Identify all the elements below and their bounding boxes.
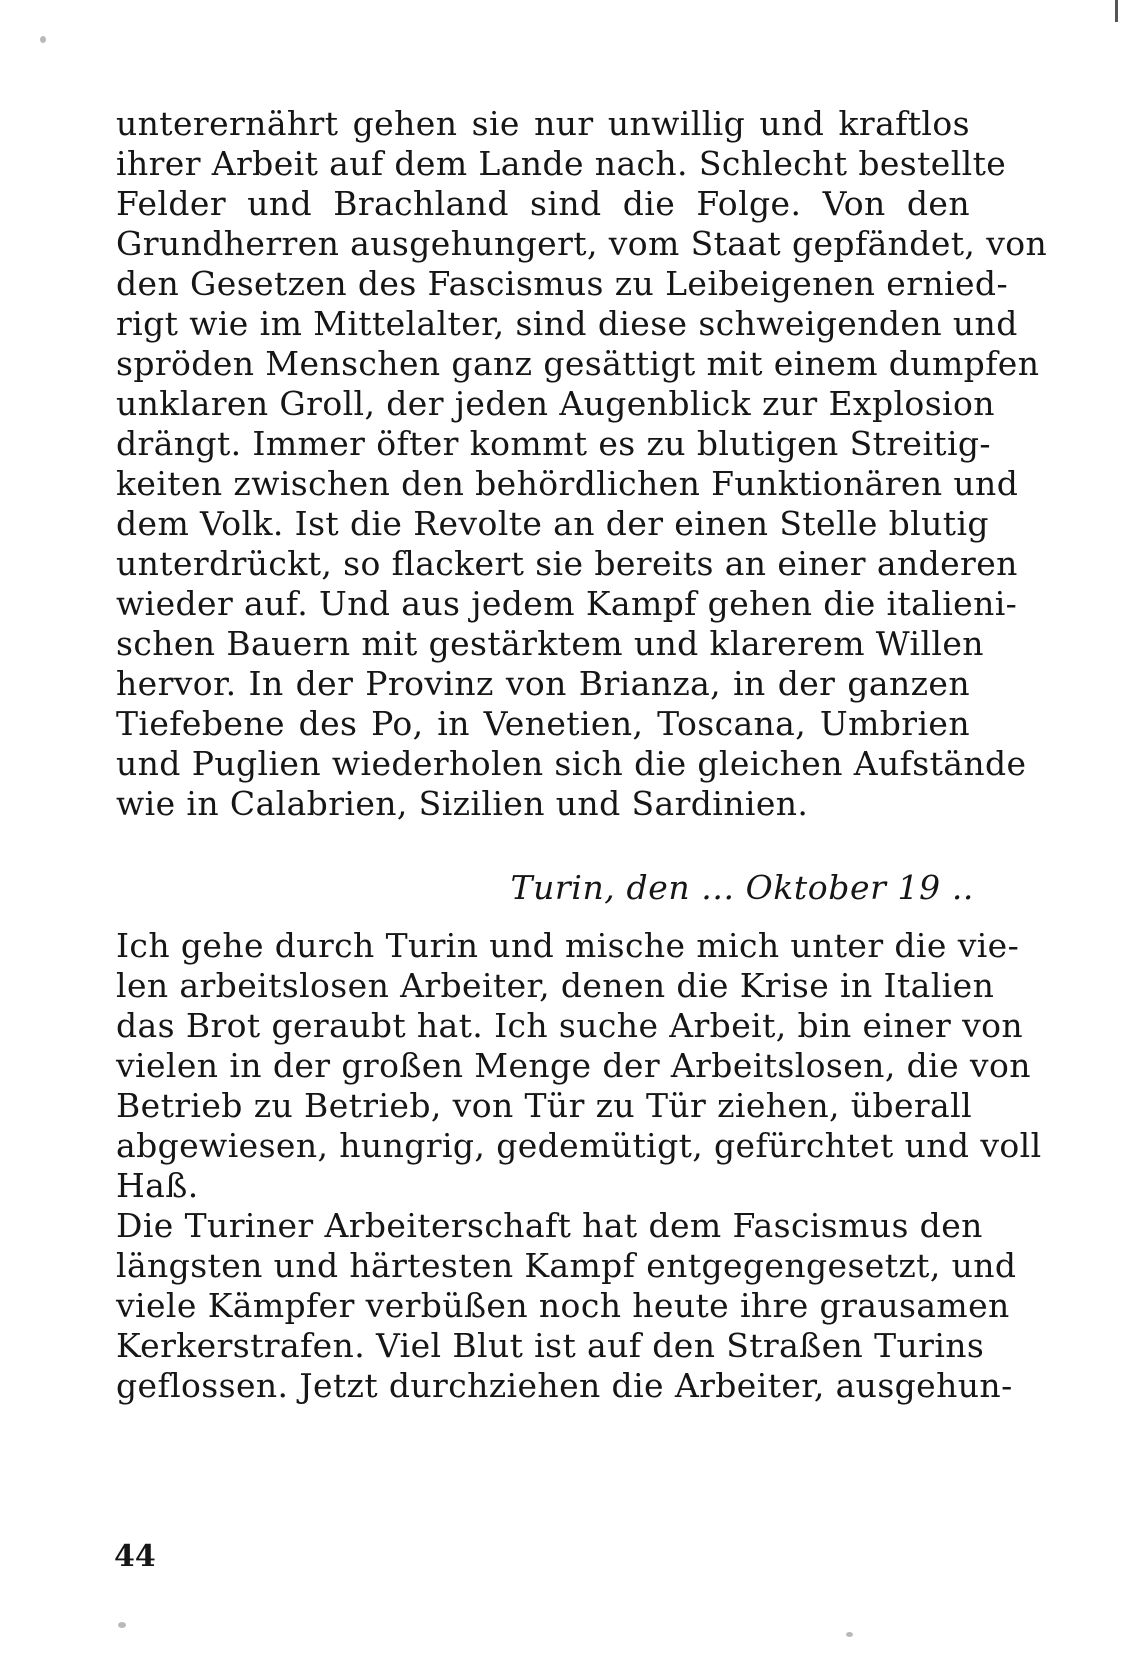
paper-speck xyxy=(846,1632,853,1637)
text-line: Ich gehe durch Turin und mische mich unter die vie- xyxy=(116,926,1020,965)
text-line: rigt wie im Mittelalter, sind diese schweigenden und xyxy=(116,304,1018,343)
text-line: dem Volk. Ist die Revolte an der einen Stelle blutig xyxy=(116,504,989,543)
text-line: Felder und Brachland sind die Folge. Von den xyxy=(116,184,970,223)
paragraph-rural-revolts xyxy=(116,104,1048,824)
text-line: Die Turiner Arbeiterschaft hat dem Fascismus den xyxy=(116,1206,983,1245)
text-line: keiten zwischen den behördlichen Funktionären und xyxy=(116,464,1019,503)
text-line: Kerkerstrafen. Viel Blut ist auf den Straßen Turins xyxy=(116,1326,985,1365)
text-line: Betrieb zu Betrieb, von Tür zu Tür ziehen, überall xyxy=(116,1086,973,1125)
text-line: längsten und härtesten Kampf entgegengesetzt, und xyxy=(116,1246,1017,1285)
text-line: schen Bauern mit gestärktem und klarerem Willen xyxy=(116,624,984,663)
text-line: Tiefebene des Po, in Venetien, Toscana, Umbrien xyxy=(116,704,970,743)
text-line: das Brot geraubt hat. Ich suche Arbeit, bin einer von xyxy=(116,1006,1024,1045)
text-line: hervor. In der Provinz von Brianza, in der ganzen xyxy=(116,664,970,703)
text-line: viele Kämpfer verbüßen noch heute ihre grausamen xyxy=(116,1286,1010,1325)
text-line: unterdrückt, so flackert sie bereits an einer anderen xyxy=(116,544,1018,583)
paragraph-turin xyxy=(116,926,1042,1406)
page-edge-mark xyxy=(1115,0,1118,22)
text-line: abgewiesen, hungrig, gedemütigt, gefürchtet und voll xyxy=(116,1126,1042,1165)
text-line: geflossen. Jetzt durchziehen die Arbeiter, ausgehun- xyxy=(116,1366,1013,1405)
text-line: Grundherren ausgehungert, vom Staat gepfändet, von xyxy=(116,224,1048,263)
text-line: wieder auf. Und aus jedem Kampf gehen die italieni- xyxy=(116,584,1018,623)
text-line: unterernährt gehen sie nur unwillig und kraftlos xyxy=(116,104,970,143)
text-line: drängt. Immer öfter kommt es zu blutigen Streitig- xyxy=(116,424,991,463)
text-line: Haß. xyxy=(116,1166,199,1205)
dateline: Turin, den ... Oktober 19 .. xyxy=(510,868,974,907)
text-line: spröden Menschen ganz gesättigt mit einem dumpfen xyxy=(116,344,1040,383)
text-line: ihrer Arbeit auf dem Lande nach. Schlecht bestellte xyxy=(116,144,1007,183)
text-line: den Gesetzen des Fascismus zu Leibeigenen ernied- xyxy=(116,264,1008,303)
text-line: vielen in der großen Menge der Arbeitslosen, die von xyxy=(116,1046,1031,1085)
text-line: und Puglien wiederholen sich die gleichen Aufstände xyxy=(116,744,1027,783)
paper-speck xyxy=(118,1622,126,1628)
text-line: unklaren Groll, der jeden Augenblick zur Explosion xyxy=(116,384,995,423)
paper-speck xyxy=(40,36,46,43)
page-number: 44 xyxy=(114,1539,156,1574)
text-line: wie in Calabrien, Sizilien und Sardinien. xyxy=(116,784,809,823)
text-line: len arbeitslosen Arbeiter, denen die Krise in Italien xyxy=(116,966,995,1005)
